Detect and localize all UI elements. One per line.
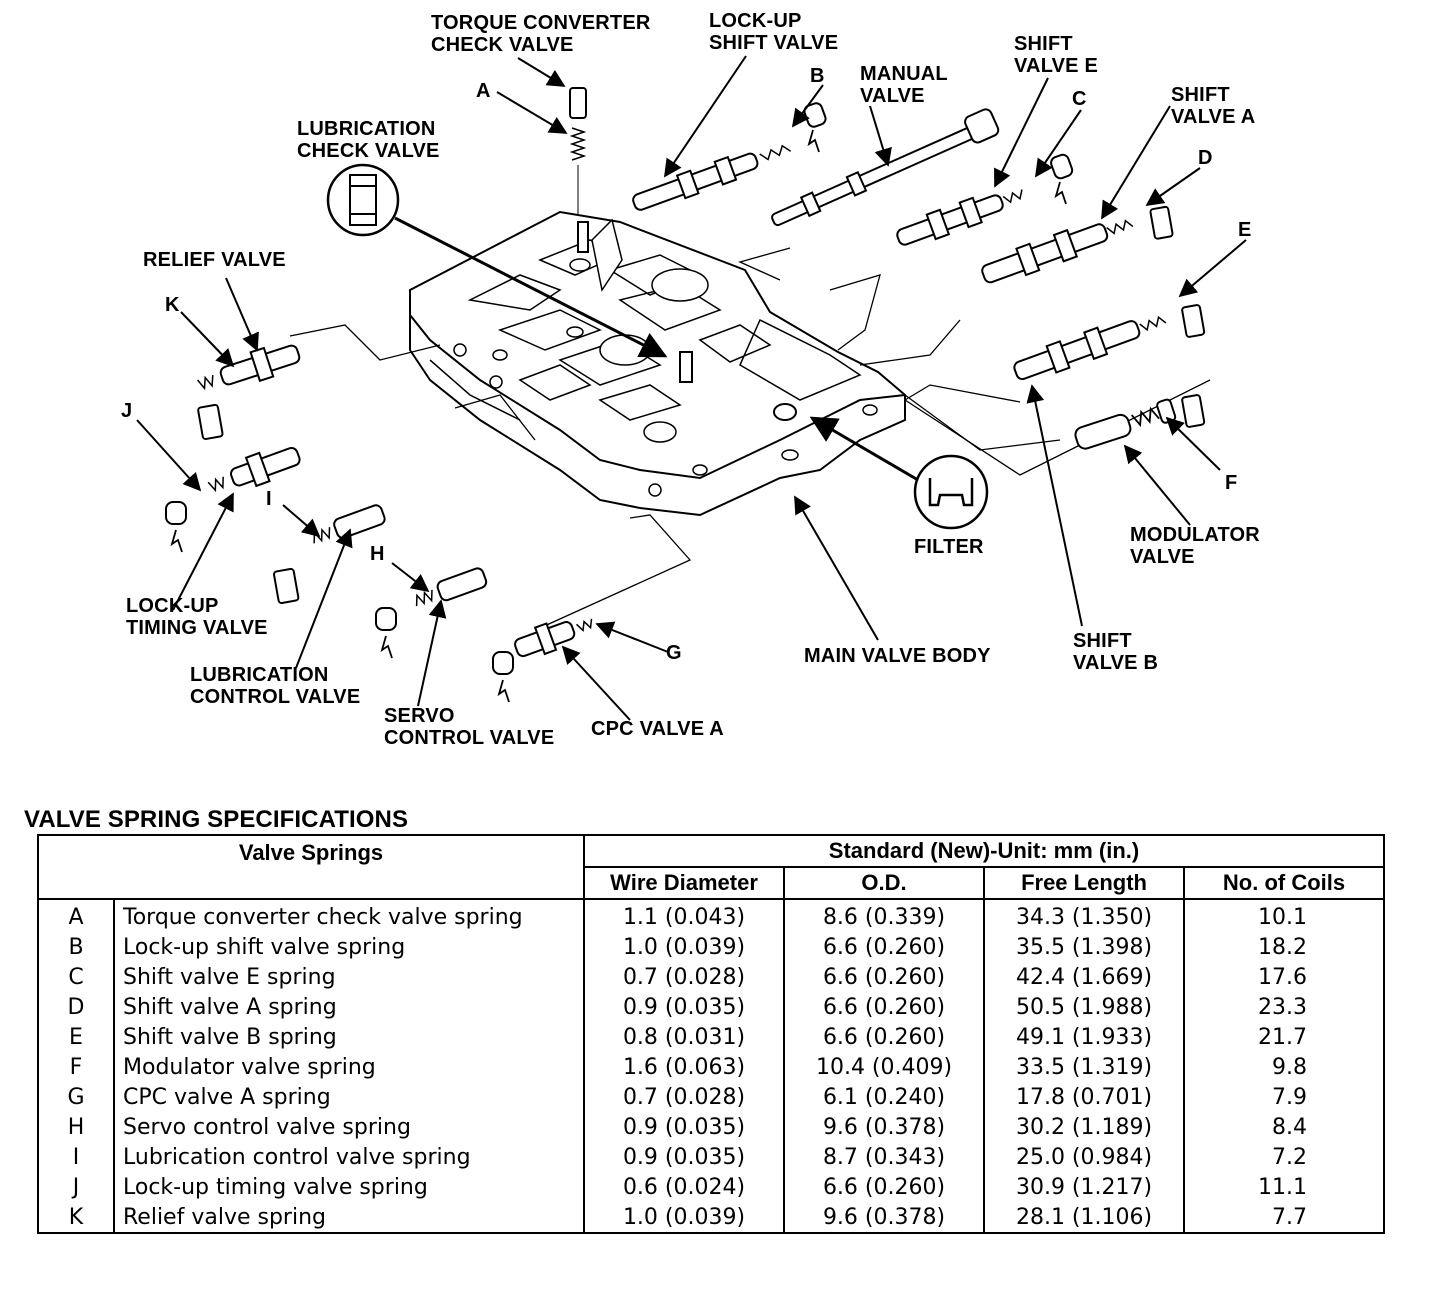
od-cell: 6.6 (0.260) xyxy=(784,1172,984,1202)
spring-letter-a: A xyxy=(476,80,491,102)
spring-letter-cell: J xyxy=(38,1172,114,1202)
label-line: MAIN VALVE BODY xyxy=(804,645,991,667)
wire-diameter-cell: 0.7 (0.028) xyxy=(584,1082,784,1112)
label-line: VALVE xyxy=(1130,546,1195,568)
spec-row xyxy=(38,1052,1384,1082)
label-line: CHECK VALVE xyxy=(431,34,574,56)
od-cell: 6.6 (0.260) xyxy=(784,932,984,962)
label-shift-valve-b xyxy=(1073,630,1158,674)
spring-letter-cell: E xyxy=(38,1022,114,1052)
spring-name-cell: Modulator valve spring xyxy=(114,1052,584,1082)
label-lockup-shift-valve xyxy=(709,10,838,54)
wire-diameter-cell: 0.8 (0.031) xyxy=(584,1022,784,1052)
label-shift-valve-e xyxy=(1014,33,1098,77)
valve-spring-spec-table xyxy=(37,834,1385,1234)
free-length-cell: 50.5 (1.988) xyxy=(984,992,1184,1022)
wire-diameter-cell: 0.9 (0.035) xyxy=(584,992,784,1022)
label-line: VALVE xyxy=(860,85,925,107)
label-line: CONTROL VALVE xyxy=(384,727,555,749)
wire-diameter-cell: 0.6 (0.024) xyxy=(584,1172,784,1202)
spring-letter-cell: G xyxy=(38,1082,114,1112)
spring-letter-c: C xyxy=(1072,88,1087,110)
spec-row xyxy=(38,1082,1384,1112)
header-od: O.D. xyxy=(784,867,984,899)
free-length-cell: 30.2 (1.189) xyxy=(984,1112,1184,1142)
spring-letter-cell: K xyxy=(38,1202,114,1233)
od-cell: 6.1 (0.240) xyxy=(784,1082,984,1112)
wire-diameter-cell: 1.1 (0.043) xyxy=(584,899,784,932)
label-line: LUBRICATION xyxy=(297,118,436,140)
spring-name-cell: Shift valve E spring xyxy=(114,962,584,992)
spec-row xyxy=(38,1142,1384,1172)
wire-diameter-cell: 1.6 (0.063) xyxy=(584,1052,784,1082)
label-lockup-timing-valve xyxy=(126,595,268,639)
main-valve-body-part xyxy=(410,212,905,515)
label-line: LOCK-UP xyxy=(709,10,802,32)
no-of-coils-cell: 10.1 xyxy=(1184,899,1384,932)
spring-name-cell: Servo control valve spring xyxy=(114,1112,584,1142)
filter-detail xyxy=(915,456,987,528)
label-torque-converter-check-valve xyxy=(431,12,651,56)
spring-name-cell: Shift valve B spring xyxy=(114,1022,584,1052)
label-line: VALVE B xyxy=(1073,652,1159,674)
spec-row xyxy=(38,962,1384,992)
spring-letter-cell: D xyxy=(38,992,114,1022)
spring-letter-f: F xyxy=(1225,472,1238,494)
label-lubrication-control-valve xyxy=(190,664,360,708)
no-of-coils-cell: 9.8 xyxy=(1184,1052,1384,1082)
od-cell: 10.4 (0.409) xyxy=(784,1052,984,1082)
spring-name-cell: Lock-up shift valve spring xyxy=(114,932,584,962)
label-lubrication-check-valve xyxy=(297,118,440,162)
label-servo-control-valve xyxy=(384,705,554,749)
free-length-cell: 35.5 (1.398) xyxy=(984,932,1184,962)
spring-letter-b: B xyxy=(810,65,825,87)
spring-name-cell: Shift valve A spring xyxy=(114,992,584,1022)
label-line: SHIFT xyxy=(1014,33,1073,55)
wire-diameter-cell: 0.9 (0.035) xyxy=(584,1142,784,1172)
no-of-coils-cell: 8.4 xyxy=(1184,1112,1384,1142)
wire-diameter-cell: 0.9 (0.035) xyxy=(584,1112,784,1142)
spring-letter-cell: C xyxy=(38,962,114,992)
no-of-coils-cell: 11.1 xyxy=(1184,1172,1384,1202)
free-length-cell: 33.5 (1.319) xyxy=(984,1052,1184,1082)
spring-letter-d: D xyxy=(1198,147,1213,169)
label-line: SHIFT VALVE xyxy=(709,32,839,54)
no-of-coils-cell: 21.7 xyxy=(1184,1022,1384,1052)
lubrication-check-valve-detail xyxy=(328,165,398,235)
label-line: SHIFT xyxy=(1073,630,1132,652)
wire-diameter-cell: 0.7 (0.028) xyxy=(584,962,784,992)
header-row-top xyxy=(38,835,1384,867)
label-line: CONTROL VALVE xyxy=(190,686,361,708)
spring-letter-cell: I xyxy=(38,1142,114,1172)
no-of-coils-cell: 7.9 xyxy=(1184,1082,1384,1112)
header-no-of-coils: No. of Coils xyxy=(1184,867,1384,899)
free-length-cell: 49.1 (1.933) xyxy=(984,1022,1184,1052)
label-line: RELIEF VALVE xyxy=(143,249,286,271)
label-manual-valve xyxy=(860,63,948,107)
spec-row xyxy=(38,899,1384,932)
label-shift-valve-a xyxy=(1171,84,1255,128)
label-modulator-valve xyxy=(1130,524,1260,568)
label-line: CHECK VALVE xyxy=(297,140,440,162)
label-line: MANUAL xyxy=(860,63,948,85)
label-filter xyxy=(914,536,984,558)
wire-diameter-cell: 1.0 (0.039) xyxy=(584,1202,784,1233)
no-of-coils-cell: 18.2 xyxy=(1184,932,1384,962)
spec-row xyxy=(38,1022,1384,1052)
spring-letter-cell: F xyxy=(38,1052,114,1082)
wire-diameter-cell: 1.0 (0.039) xyxy=(584,932,784,962)
label-line: CPC VALVE A xyxy=(591,718,724,740)
label-line: LOCK-UP xyxy=(126,595,219,617)
label-line: LUBRICATION xyxy=(190,664,329,686)
no-of-coils-cell: 7.2 xyxy=(1184,1142,1384,1172)
spec-row xyxy=(38,1112,1384,1142)
spring-name-cell: CPC valve A spring xyxy=(114,1082,584,1112)
spec-row xyxy=(38,1202,1384,1233)
spring-letter-cell: A xyxy=(38,899,114,932)
free-length-cell: 30.9 (1.217) xyxy=(984,1172,1184,1202)
free-length-cell: 17.8 (0.701) xyxy=(984,1082,1184,1112)
spec-row xyxy=(38,932,1384,962)
label-line: SERVO xyxy=(384,705,455,727)
header-free-length: Free Length xyxy=(984,867,1184,899)
spring-letter-g: G xyxy=(666,642,682,664)
od-cell: 9.6 (0.378) xyxy=(784,1202,984,1233)
od-cell: 6.6 (0.260) xyxy=(784,1022,984,1052)
od-cell: 8.6 (0.339) xyxy=(784,899,984,932)
header-standard: Standard (New)-Unit: mm (in.) xyxy=(584,835,1384,867)
spring-name-cell: Torque converter check valve spring xyxy=(114,899,584,932)
spring-name-cell: Relief valve spring xyxy=(114,1202,584,1233)
label-cpc-valve-a xyxy=(591,718,724,740)
header-wire-diameter: Wire Diameter xyxy=(584,867,784,899)
spring-letter-h: H xyxy=(370,543,385,565)
free-length-cell: 25.0 (0.984) xyxy=(984,1142,1184,1172)
spring-letter-cell: H xyxy=(38,1112,114,1142)
od-cell: 8.7 (0.343) xyxy=(784,1142,984,1172)
label-line: VALVE E xyxy=(1014,55,1099,77)
spring-letter-k: K xyxy=(165,294,180,316)
spring-letter-j: J xyxy=(121,400,133,422)
free-length-cell: 34.3 (1.350) xyxy=(984,899,1184,932)
no-of-coils-cell: 23.3 xyxy=(1184,992,1384,1022)
spec-row xyxy=(38,992,1384,1022)
no-of-coils-cell: 17.6 xyxy=(1184,962,1384,992)
label-line: TORQUE CONVERTER xyxy=(431,12,651,34)
od-cell: 6.6 (0.260) xyxy=(784,962,984,992)
spec-table-title: VALVE SPRING SPECIFICATIONS xyxy=(24,806,409,833)
label-line: VALVE A xyxy=(1171,106,1256,128)
header-valve-springs: Valve Springs xyxy=(38,835,584,899)
free-length-cell: 42.4 (1.669) xyxy=(984,962,1184,992)
spring-name-cell: Lubrication control valve spring xyxy=(114,1142,584,1172)
label-line: FILTER xyxy=(914,536,984,558)
spring-letter-e: E xyxy=(1238,219,1252,241)
spring-name-cell: Lock-up timing valve spring xyxy=(114,1172,584,1202)
label-line: TIMING VALVE xyxy=(126,617,268,639)
label-line: SHIFT xyxy=(1171,84,1230,106)
free-length-cell: 28.1 (1.106) xyxy=(984,1202,1184,1233)
label-main-valve-body xyxy=(804,645,991,667)
no-of-coils-cell: 7.7 xyxy=(1184,1202,1384,1233)
spec-row xyxy=(38,1172,1384,1202)
spring-letter-cell: B xyxy=(38,932,114,962)
label-relief-valve xyxy=(143,249,286,271)
od-cell: 6.6 (0.260) xyxy=(784,992,984,1022)
od-cell: 9.6 (0.378) xyxy=(784,1112,984,1142)
spec-table-body xyxy=(38,899,1384,1233)
spring-letter-i: I xyxy=(266,488,272,510)
label-line: MODULATOR xyxy=(1130,524,1260,546)
